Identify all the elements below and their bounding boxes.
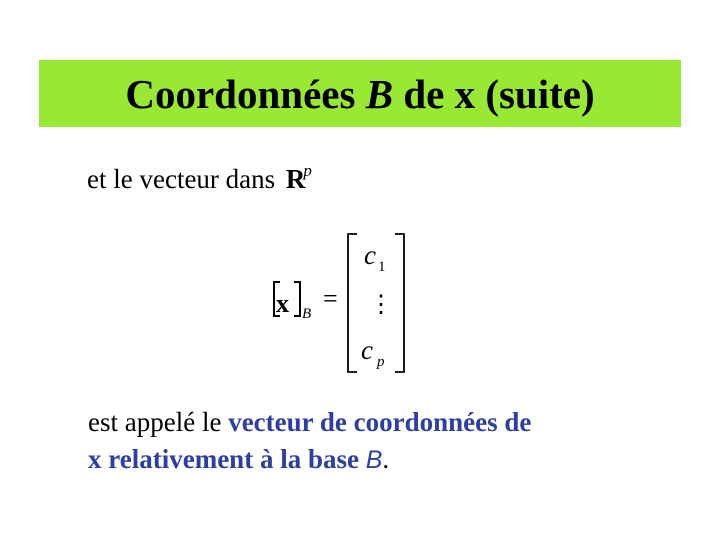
intro-line xyxy=(87,161,314,195)
lhs-vector: x xyxy=(276,289,289,318)
conclusion-line-2 xyxy=(88,441,531,479)
entry-bottom: c xyxy=(361,335,373,365)
lhs-subscript: B xyxy=(302,306,312,322)
title-post: de x (suite) xyxy=(393,70,595,117)
conclusion-line2-highlight: x relativement à la base xyxy=(88,444,366,474)
conclusion-line1-highlight: vecteur de coordonnées de xyxy=(228,407,532,437)
equals-sign: = xyxy=(323,284,338,313)
title-pre: Coordonnées xyxy=(125,70,366,117)
entry-top: c xyxy=(364,240,376,270)
space-exponent: p xyxy=(303,161,312,180)
entry-bottom-index: p xyxy=(377,354,385,370)
conclusion-basis: B xyxy=(365,446,383,474)
lhs-left-bracket xyxy=(274,282,280,316)
space-symbol: R xyxy=(285,164,306,194)
matrix-right-bracket xyxy=(395,234,404,372)
conclusion-line-1 xyxy=(88,404,531,441)
matrix-left-bracket xyxy=(348,234,357,372)
conclusion-paragraph xyxy=(88,404,531,479)
title-banner xyxy=(39,60,681,127)
conclusion-line1-pre: est appelé le xyxy=(88,407,229,437)
slide-title xyxy=(125,70,594,118)
lhs-right-bracket xyxy=(294,282,300,316)
title-basis: B xyxy=(365,70,394,117)
intro-text: et le vecteur dans xyxy=(87,164,282,194)
entry-top-index: 1 xyxy=(378,259,386,275)
conclusion-period: . xyxy=(382,444,390,474)
entry-middle: ⋮ xyxy=(369,292,393,318)
